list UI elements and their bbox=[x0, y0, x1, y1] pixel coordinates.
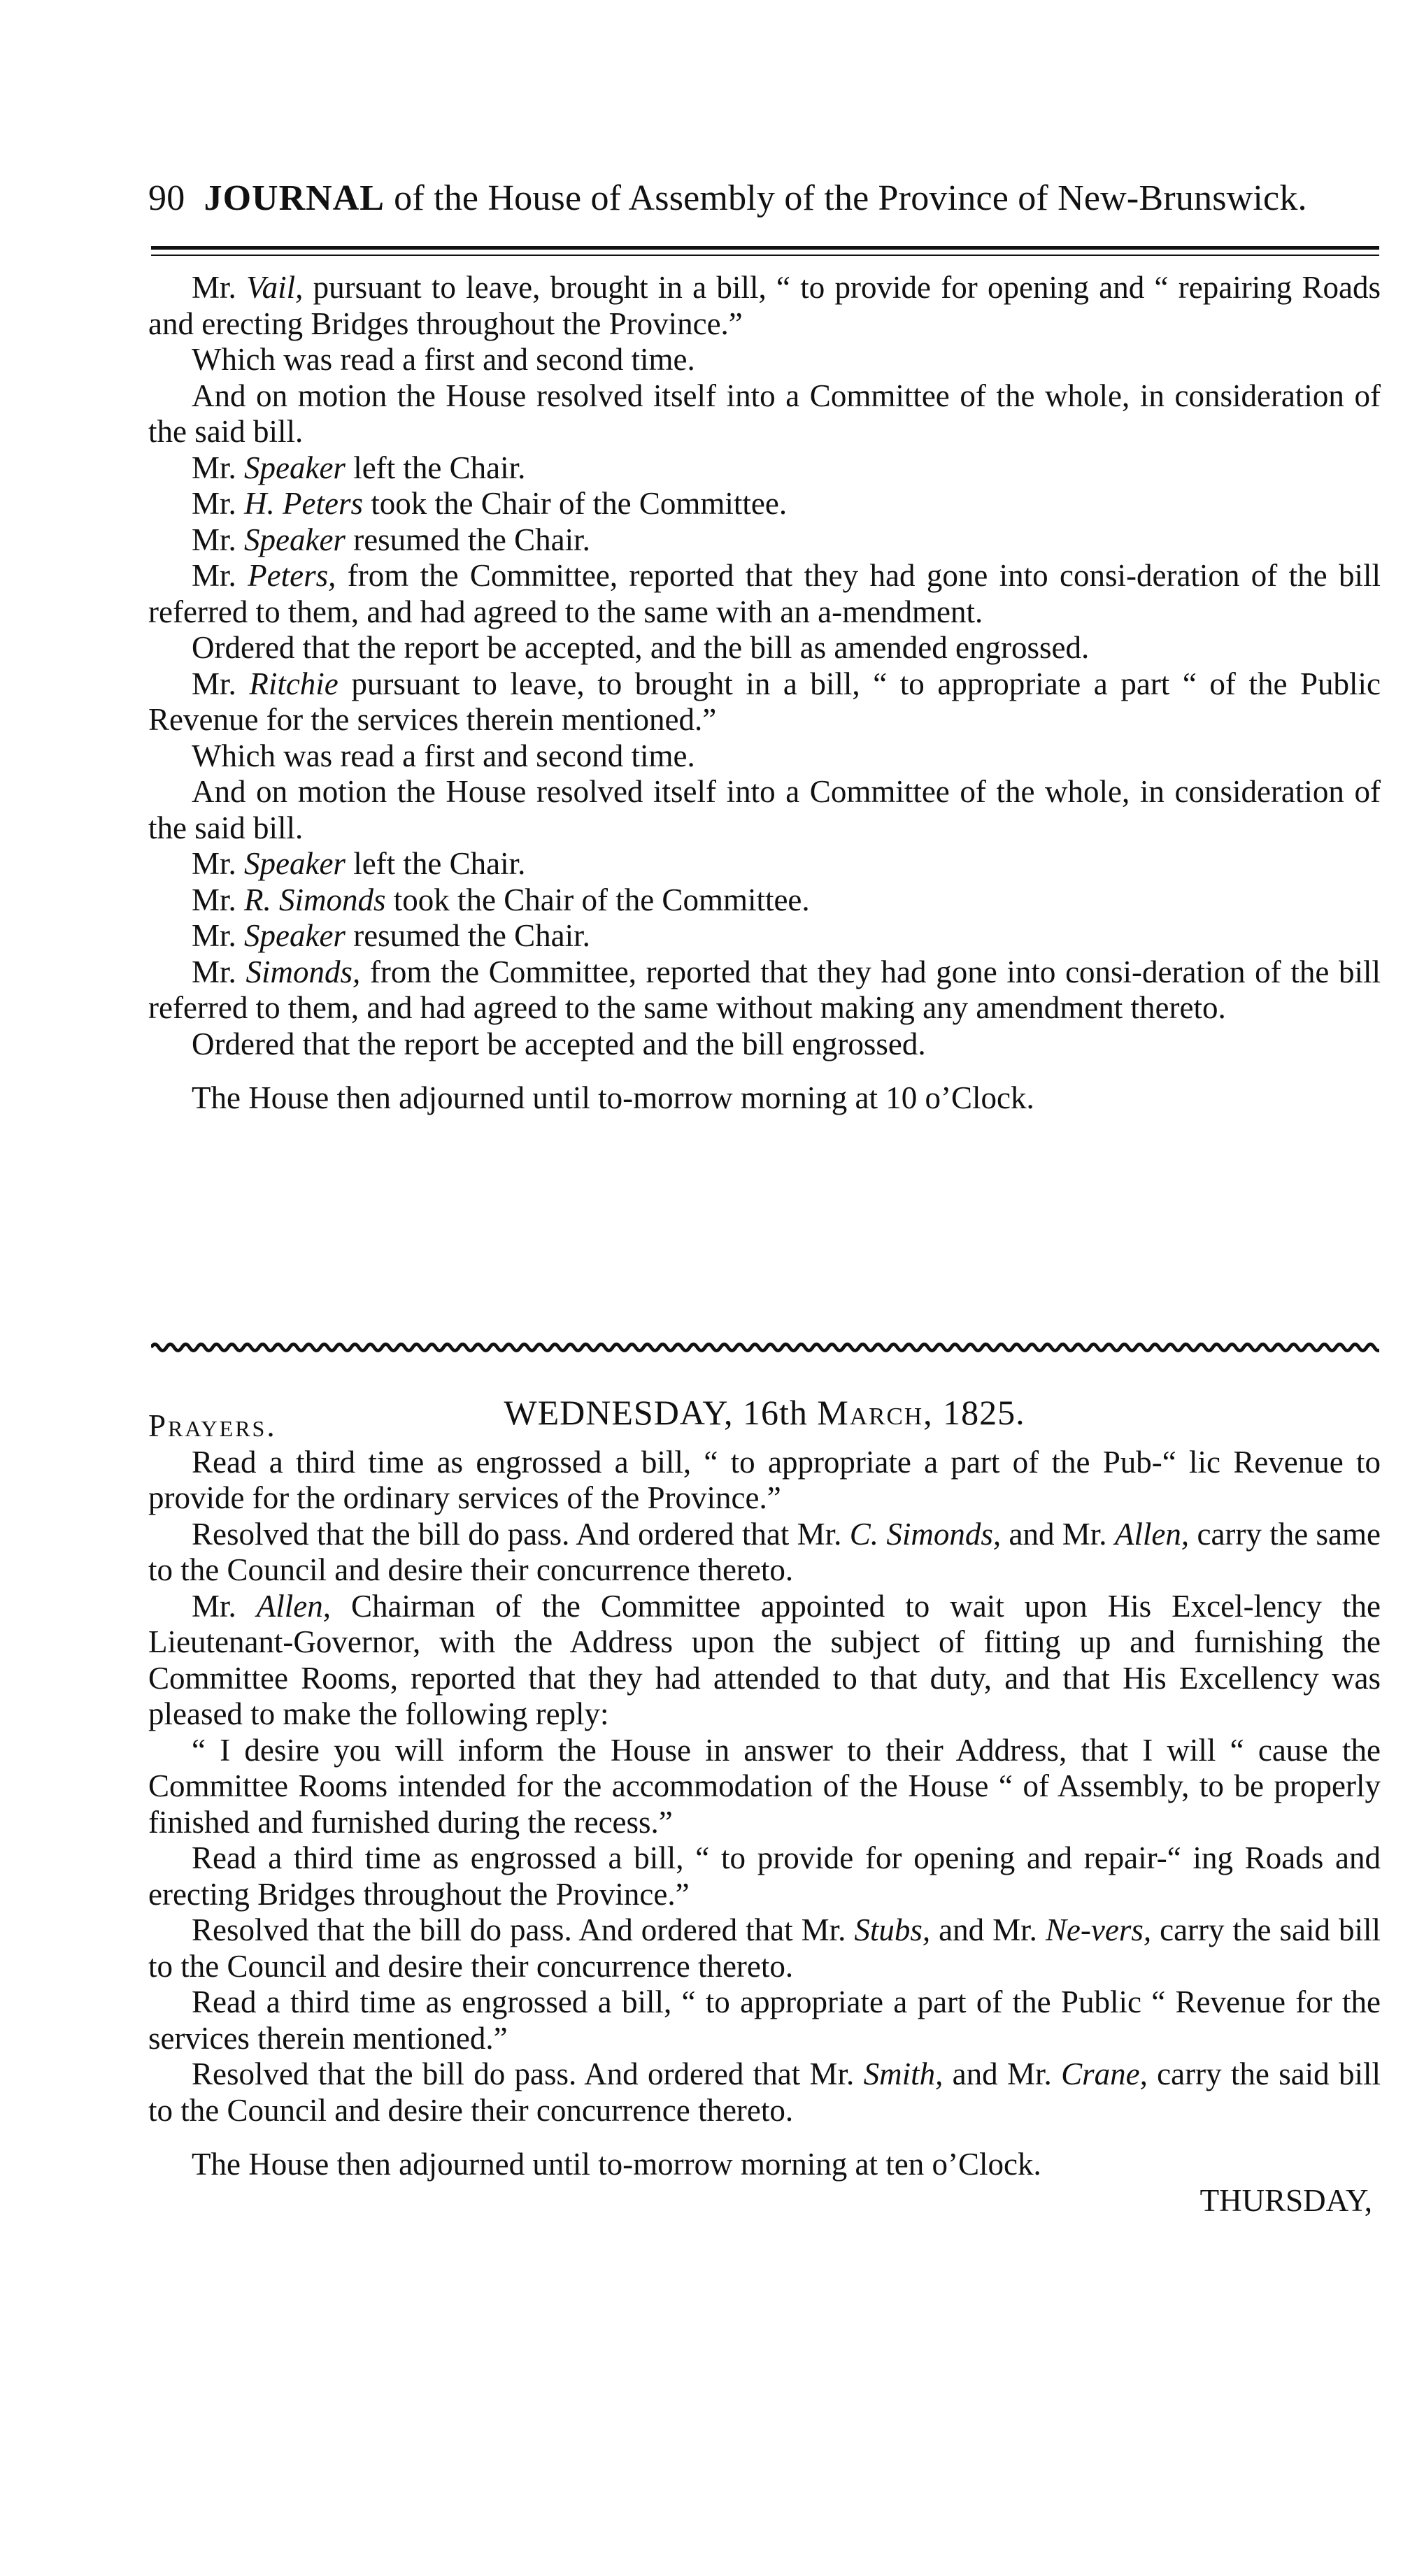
paragraph bbox=[148, 882, 1381, 919]
italic-name: Speaker bbox=[244, 918, 346, 953]
day-heading-month: March, bbox=[817, 1393, 934, 1432]
text-run: Mr. bbox=[192, 270, 247, 305]
paragraph bbox=[148, 666, 1381, 738]
text-run: Which was read a first and second time. bbox=[192, 738, 695, 773]
paragraph bbox=[148, 954, 1381, 1026]
text-run: left the Chair. bbox=[345, 450, 526, 485]
italic-name: Peters, bbox=[248, 558, 336, 593]
italic-name: Speaker bbox=[244, 450, 346, 485]
paragraph bbox=[148, 1733, 1381, 1841]
text-run: The House then adjourned until to-morrow morning at ten o’Clock. bbox=[192, 2147, 1041, 2182]
paragraph bbox=[148, 2147, 1381, 2183]
paragraph bbox=[148, 1026, 1381, 1063]
paragraph bbox=[148, 558, 1381, 630]
italic-name: Allen, bbox=[256, 1588, 331, 1624]
italic-name: H. Peters bbox=[244, 486, 363, 521]
header-double-rule bbox=[151, 246, 1379, 256]
paragraph bbox=[148, 486, 1381, 522]
italic-name: R. Simonds bbox=[244, 882, 386, 917]
text-run: carry the said bill to the Council and desire their concurrence thereto. bbox=[148, 2056, 1381, 2128]
italic-name: Crane, bbox=[1061, 2056, 1148, 2091]
text-run: Resolved that the bill do pass. And ordered that Mr. bbox=[192, 1516, 850, 1552]
text-run: Mr. bbox=[192, 1588, 257, 1624]
header-title-bold: JOURNAL bbox=[204, 178, 385, 218]
day-heading-weekday: WEDNESDAY, bbox=[504, 1393, 734, 1432]
text-run: Mr. bbox=[192, 918, 245, 953]
italic-name: Allen, bbox=[1114, 1516, 1190, 1552]
text-run: Mr. bbox=[192, 666, 250, 701]
text-run: “ I desire you will inform the House in answer to their Address, that I will “ cause the Committee Rooms intended for the accommodation of the House “ of Assembly, to be properly finished and furnished during the recess.” bbox=[148, 1732, 1381, 1840]
text-run: And on motion the House resolved itself into a Committee of the whole, in consideration of the said bill. bbox=[148, 774, 1381, 845]
paragraph bbox=[148, 1445, 1381, 1517]
paragraph bbox=[148, 738, 1381, 775]
paragraph bbox=[148, 774, 1381, 846]
text-run: resumed the Chair. bbox=[345, 918, 590, 953]
text-run: Mr. bbox=[192, 882, 245, 917]
section-tuesday-proceedings bbox=[148, 270, 1381, 1117]
paragraph bbox=[148, 378, 1381, 450]
italic-name: Ne-vers, bbox=[1045, 1912, 1152, 1947]
paragraph bbox=[148, 918, 1381, 954]
text-run: from the Committee, reported that they had gone into consi-deration of the bill referred to them, and had agreed to the same without making any amendment thereto. bbox=[148, 954, 1381, 1025]
paragraph bbox=[148, 450, 1381, 487]
text-run: left the Chair. bbox=[345, 846, 526, 881]
text-run: Mr. bbox=[192, 486, 245, 521]
text-run: Ordered that the report be accepted and the bill engrossed. bbox=[192, 1026, 926, 1061]
italic-name: Ritchie bbox=[249, 666, 339, 701]
text-run: pursuant to leave, to brought in a bill, “ to appropriate a part “ of the Public Revenue for the services therein mentioned.” bbox=[148, 666, 1381, 737]
text-run: Mr. bbox=[192, 846, 245, 881]
italic-name: Speaker bbox=[244, 522, 346, 557]
text-run: took the Chair of the Committee. bbox=[385, 882, 810, 917]
text-run: Resolved that the bill do pass. And ordered that Mr. bbox=[192, 2056, 864, 2091]
text-run: The House then adjourned until to-morrow morning at 10 o’Clock. bbox=[192, 1080, 1034, 1115]
paragraph bbox=[148, 1984, 1381, 2056]
paragraph bbox=[148, 846, 1381, 882]
text-run: carry the said bill to the Council and desire their concurrence thereto. bbox=[148, 1912, 1381, 1984]
text-run: Ordered that the report be accepted, and the bill as amended engrossed. bbox=[192, 630, 1090, 665]
text-run: Mr. bbox=[192, 450, 245, 485]
text-run: Read a third time as engrossed a bill, “ to appropriate a part of the Public “ Revenue for the services therein mentioned.” bbox=[148, 1984, 1381, 2056]
catchword: THURSDAY, bbox=[1199, 2182, 1372, 2218]
section-wednesday-proceedings bbox=[148, 1408, 1381, 2219]
text-run: pursuant to leave, brought in a bill, “ to provide for opening and “ repairing Roads and erecting Bridges throughout the Province.” bbox=[148, 270, 1381, 341]
text-run: resumed the Chair. bbox=[345, 522, 590, 557]
text-run: Mr. bbox=[192, 954, 246, 989]
paragraph bbox=[148, 1840, 1381, 1912]
text-run: Resolved that the bill do pass. And ordered that Mr. bbox=[192, 1912, 855, 1947]
wavy-divider bbox=[151, 1340, 1379, 1355]
text-run: Read a third time as engrossed a bill, “ to provide for opening and repair-“ ing Roads and erecting Bridges throughout the Province.” bbox=[148, 1840, 1381, 1912]
paragraph bbox=[148, 522, 1381, 559]
prayers-heading: Prayers. bbox=[148, 1408, 277, 1443]
text-run: and Mr. bbox=[930, 1912, 1046, 1947]
text-run: Chairman of the Committee appointed to wait upon His Excel-lency the Lieutenant-Governor, with the Address upon the subject of fitting up and furnishing the Committee Rooms, reported that they had attended to that duty, and that His Excellency was pleased to make the following reply: bbox=[148, 1588, 1381, 1731]
italic-name: Stubs, bbox=[854, 1912, 931, 1947]
text-run: Which was read a first and second time. bbox=[192, 342, 695, 377]
text-run: And on motion the House resolved itself into a Committee of the whole, in consideration of the said bill. bbox=[148, 378, 1381, 449]
text-run: Mr. bbox=[192, 522, 245, 557]
text-run: Mr. bbox=[192, 558, 248, 593]
page-number: 90 bbox=[148, 178, 185, 218]
paragraph bbox=[148, 1080, 1381, 1117]
paragraph bbox=[148, 342, 1381, 378]
italic-name: Vail, bbox=[246, 270, 304, 305]
header-title-rest: of the House of Assembly of the Province of New-Brunswick. bbox=[394, 178, 1307, 218]
text-run: and Mr. bbox=[943, 2056, 1062, 2091]
italic-name: Simonds, bbox=[245, 954, 361, 989]
italic-name: C. Simonds, bbox=[849, 1516, 1002, 1552]
paragraph bbox=[148, 270, 1381, 342]
text-run: from the Committee, reported that they had gone into consi-deration of the bill referred to them, and had agreed to the same with an a-mendment. bbox=[148, 558, 1381, 629]
running-header bbox=[148, 176, 1386, 221]
day-heading-year: 1825. bbox=[943, 1393, 1025, 1432]
paragraph bbox=[148, 630, 1381, 666]
paragraph bbox=[148, 2056, 1381, 2128]
text-run: carry the same to the Council and desire their concurrence thereto. bbox=[148, 1516, 1381, 1587]
text-run: and Mr. bbox=[1001, 1516, 1115, 1552]
paragraph bbox=[148, 1589, 1381, 1733]
italic-name: Smith, bbox=[863, 2056, 944, 2091]
italic-name: Speaker bbox=[244, 846, 346, 881]
text-run: Read a third time as engrossed a bill, “ to appropriate a part of the Pub-“ lic Revenue to provide for the ordinary services of the Province.” bbox=[148, 1444, 1381, 1515]
paragraph bbox=[148, 1517, 1381, 1589]
text-run: took the Chair of the Committee. bbox=[362, 486, 788, 521]
paragraph bbox=[148, 1912, 1381, 1984]
day-heading-date: 16th bbox=[742, 1393, 808, 1432]
